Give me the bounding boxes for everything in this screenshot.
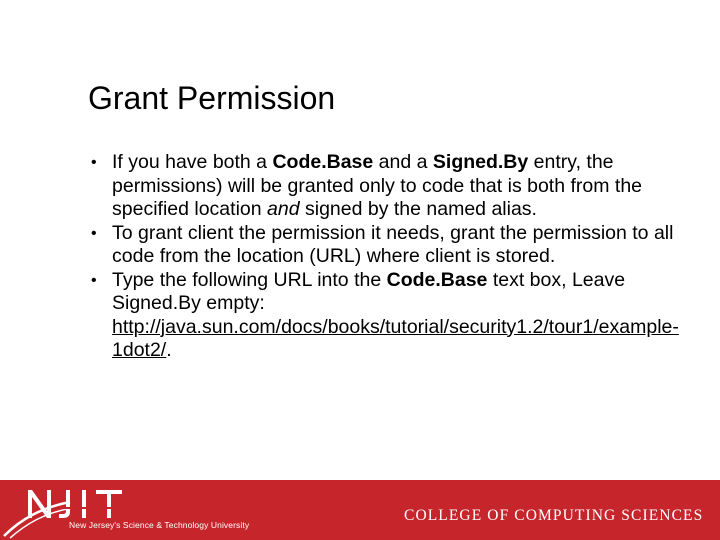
bullet-icon: •	[91, 271, 97, 289]
text-run: entry, the permissions) will be granted only to code that is both from the specified location	[112, 151, 643, 220]
footer-bar	[0, 480, 720, 540]
slide-title: Grant Permission	[88, 80, 336, 116]
text-run: and a	[373, 151, 433, 173]
njit-logo	[0, 480, 300, 540]
bullet-item	[91, 221, 687, 269]
text-run: To grant client the permission it needs, grant the permission to all code from the location (URL) where client is stored.	[112, 221, 674, 267]
text-run: text box, Leave Signed.By empty:	[112, 268, 626, 314]
tutorial-url-link[interactable]: http://java.sun.com/docs/books/tutorial/security1.2/tour1/example-1dot2/	[112, 315, 679, 361]
bullet-icon: •	[91, 154, 97, 171]
text-run: .	[166, 339, 172, 361]
bullet-icon: •	[91, 224, 97, 242]
text-run: If you have both a	[112, 151, 273, 173]
bullet-item	[91, 151, 687, 222]
njit-tagline: New Jersey's Science & Technology University	[69, 520, 250, 530]
bullet-list	[91, 151, 687, 363]
bullet-item	[91, 268, 687, 363]
text-run: Type the following URL into the	[112, 268, 387, 291]
code-base-term: Code.Base	[272, 151, 374, 173]
njit-logo-graphic	[0, 480, 300, 540]
emphasis-and: and	[267, 198, 300, 220]
text-run: signed by the named alias.	[299, 198, 537, 220]
college-name: COLLEGE OF COMPUTING SCIENCES	[404, 507, 704, 524]
code-base-term: Code.Base	[386, 268, 488, 291]
signed-by-term: Signed.By	[432, 151, 529, 173]
